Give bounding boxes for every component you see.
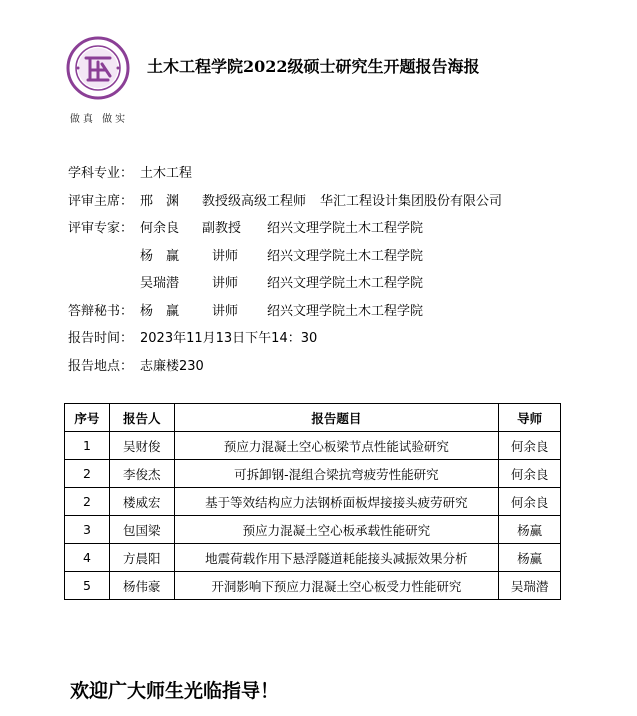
secretary-org: 绍兴文理学院土木工程学院 [267, 303, 424, 319]
schedule-table [64, 403, 561, 600]
row-index: 2 [65, 460, 110, 488]
row-presenter: 楼威宏 [109, 488, 174, 516]
header-index: 序号 [65, 404, 110, 432]
time-row [68, 325, 502, 353]
row-advisor: 吴瑞潜 [499, 572, 561, 600]
welcome-text: 欢迎广大师生光临指导！ [70, 680, 280, 702]
expert-row [68, 215, 502, 243]
expert-name: 何余良 [140, 221, 180, 236]
logo-motto: 做真 做实 [69, 114, 129, 125]
discipline-label: 学科专业： [68, 166, 134, 181]
chair-title: 教授级高级工程师 [202, 193, 307, 209]
table-row [65, 544, 561, 572]
info-block [68, 160, 502, 380]
expert-row [68, 270, 502, 298]
time-label: 报告时间： [68, 331, 134, 346]
row-advisor: 何余良 [499, 432, 561, 460]
row-advisor: 何余良 [499, 488, 561, 516]
row-topic: 地震荷载作用下悬浮隧道耗能接头减振效果分析 [174, 544, 499, 572]
expert-row [68, 243, 502, 271]
place-value: 志廉楼230 [140, 358, 204, 374]
table-row [65, 516, 561, 544]
school-logo [62, 36, 136, 125]
row-index: 3 [65, 516, 110, 544]
place-label: 报告地点： [68, 358, 134, 374]
row-presenter: 吴财俊 [109, 432, 174, 460]
chair-label: 评审主席： [68, 193, 134, 209]
row-presenter: 包国梁 [109, 516, 174, 544]
page-title: 土木工程学院2022级硕士研究生开题报告海报 [147, 57, 480, 76]
chair-org: 华汇工程设计集团股份有限公司 [320, 193, 503, 209]
row-topic: 预应力混凝土空心板梁节点性能试验研究 [174, 432, 499, 460]
secretary-label: 答辩秘书： [68, 303, 134, 319]
table-row [65, 572, 561, 600]
expert-title: 副教授 [202, 221, 242, 236]
place-row [68, 353, 502, 381]
row-presenter: 李俊杰 [109, 460, 174, 488]
experts-label: 评审专家： [68, 221, 134, 236]
chair-row [68, 188, 502, 216]
row-topic: 开洞影响下预应力混凝土空心板受力性能研究 [174, 572, 499, 600]
school-seal-icon [66, 36, 130, 100]
row-topic: 预应力混凝土空心板承载性能研究 [174, 516, 499, 544]
row-advisor: 杨赢 [499, 516, 561, 544]
header-presenter: 报告人 [109, 404, 174, 432]
expert-title: 讲师 [212, 248, 239, 264]
secretary-row [68, 298, 502, 326]
expert-title: 讲师 [212, 276, 239, 291]
row-advisor: 何余良 [499, 460, 561, 488]
table-row [65, 488, 561, 516]
row-presenter: 杨伟豪 [109, 572, 174, 600]
table-header-row [65, 404, 561, 432]
header-advisor: 导师 [499, 404, 561, 432]
row-topic: 基于等效结构应力法钢桥面板焊接接头疲劳研究 [174, 488, 499, 516]
time-value: 2023年11月13日下午14：30 [140, 331, 318, 346]
row-presenter: 方晨阳 [109, 544, 174, 572]
discipline-row [68, 160, 502, 188]
expert-name: 杨 赢 [140, 248, 180, 264]
expert-org: 绍兴文理学院土木工程学院 [267, 276, 424, 291]
secretary-name: 杨 赢 [140, 303, 180, 319]
row-index: 5 [65, 572, 110, 600]
chair-name: 邢 渊 [140, 193, 180, 209]
expert-org: 绍兴文理学院土木工程学院 [267, 221, 424, 236]
expert-org: 绍兴文理学院土木工程学院 [267, 248, 424, 264]
row-index: 2 [65, 488, 110, 516]
table-row [65, 460, 561, 488]
row-topic: 可拆卸钢-混组合梁抗弯疲劳性能研究 [174, 460, 499, 488]
row-index: 4 [65, 544, 110, 572]
discipline-value: 土木工程 [140, 166, 193, 181]
row-index: 1 [65, 432, 110, 460]
header-topic: 报告题目 [174, 404, 499, 432]
expert-name: 吴瑞潜 [140, 276, 180, 291]
table-row [65, 432, 561, 460]
secretary-title: 讲师 [212, 303, 239, 319]
row-advisor: 杨赢 [499, 544, 561, 572]
